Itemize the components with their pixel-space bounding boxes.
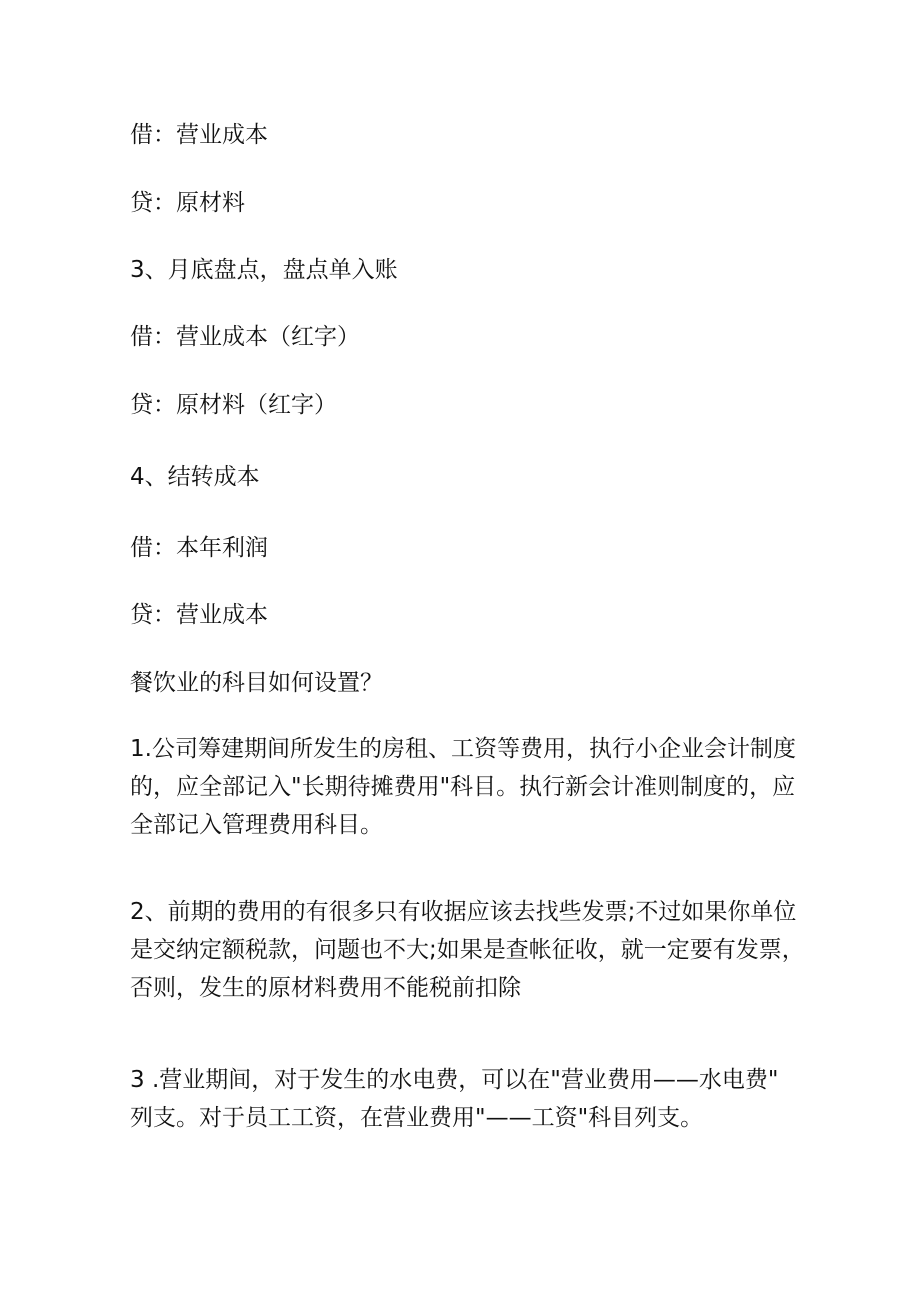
step-3-heading: 3、月底盘点，盘点单入账 bbox=[130, 257, 398, 283]
paragraph-2 bbox=[130, 893, 810, 1007]
entry-debit-current-year-profit: 借：本年利润 bbox=[130, 535, 268, 561]
entry-credit-operating-cost: 贷：营业成本 bbox=[130, 602, 268, 628]
paragraph-2-line-3: 否则，发生的原材料费用不能税前扣除 bbox=[130, 975, 521, 1001]
paragraph-2-line-2: 是交纳定额税款，问题也不大;如果是查帐征收，就一定要有发票， bbox=[130, 937, 805, 963]
paragraph-3 bbox=[130, 1061, 810, 1137]
paragraph-1-line-2: 的，应全部记入"长期待摊费用"科目。执行新会计准则制度的，应 bbox=[130, 774, 796, 800]
paragraph-3-line-2: 列支。对于员工工资，在营业费用"——工资"科目列支。 bbox=[130, 1105, 704, 1131]
entry-credit-raw-materials-red: 贷：原材料（红字） bbox=[130, 392, 337, 418]
paragraph-1 bbox=[130, 730, 810, 844]
step-4-heading: 4、结转成本 bbox=[130, 464, 260, 490]
paragraph-1-line-1: 1.公司筹建期间所发生的房租、工资等费用，执行小企业会计制度 bbox=[130, 736, 796, 762]
entry-debit-operating-cost-red: 借：营业成本（红字） bbox=[130, 324, 360, 350]
entry-debit-operating-cost: 借：营业成本 bbox=[130, 122, 268, 148]
paragraph-2-line-1: 2、前期的费用的有很多只有收据应该去找些发票;不过如果你单位 bbox=[130, 899, 797, 925]
section-question-heading: 餐饮业的科目如何设置？ bbox=[130, 670, 383, 696]
entry-credit-raw-materials: 贷：原材料 bbox=[130, 190, 245, 216]
paragraph-3-line-1: 3 .营业期间，对于发生的水电费，可以在"营业费用——水电费" bbox=[130, 1067, 779, 1093]
paragraph-1-line-3: 全部记入管理费用科目。 bbox=[130, 812, 383, 838]
